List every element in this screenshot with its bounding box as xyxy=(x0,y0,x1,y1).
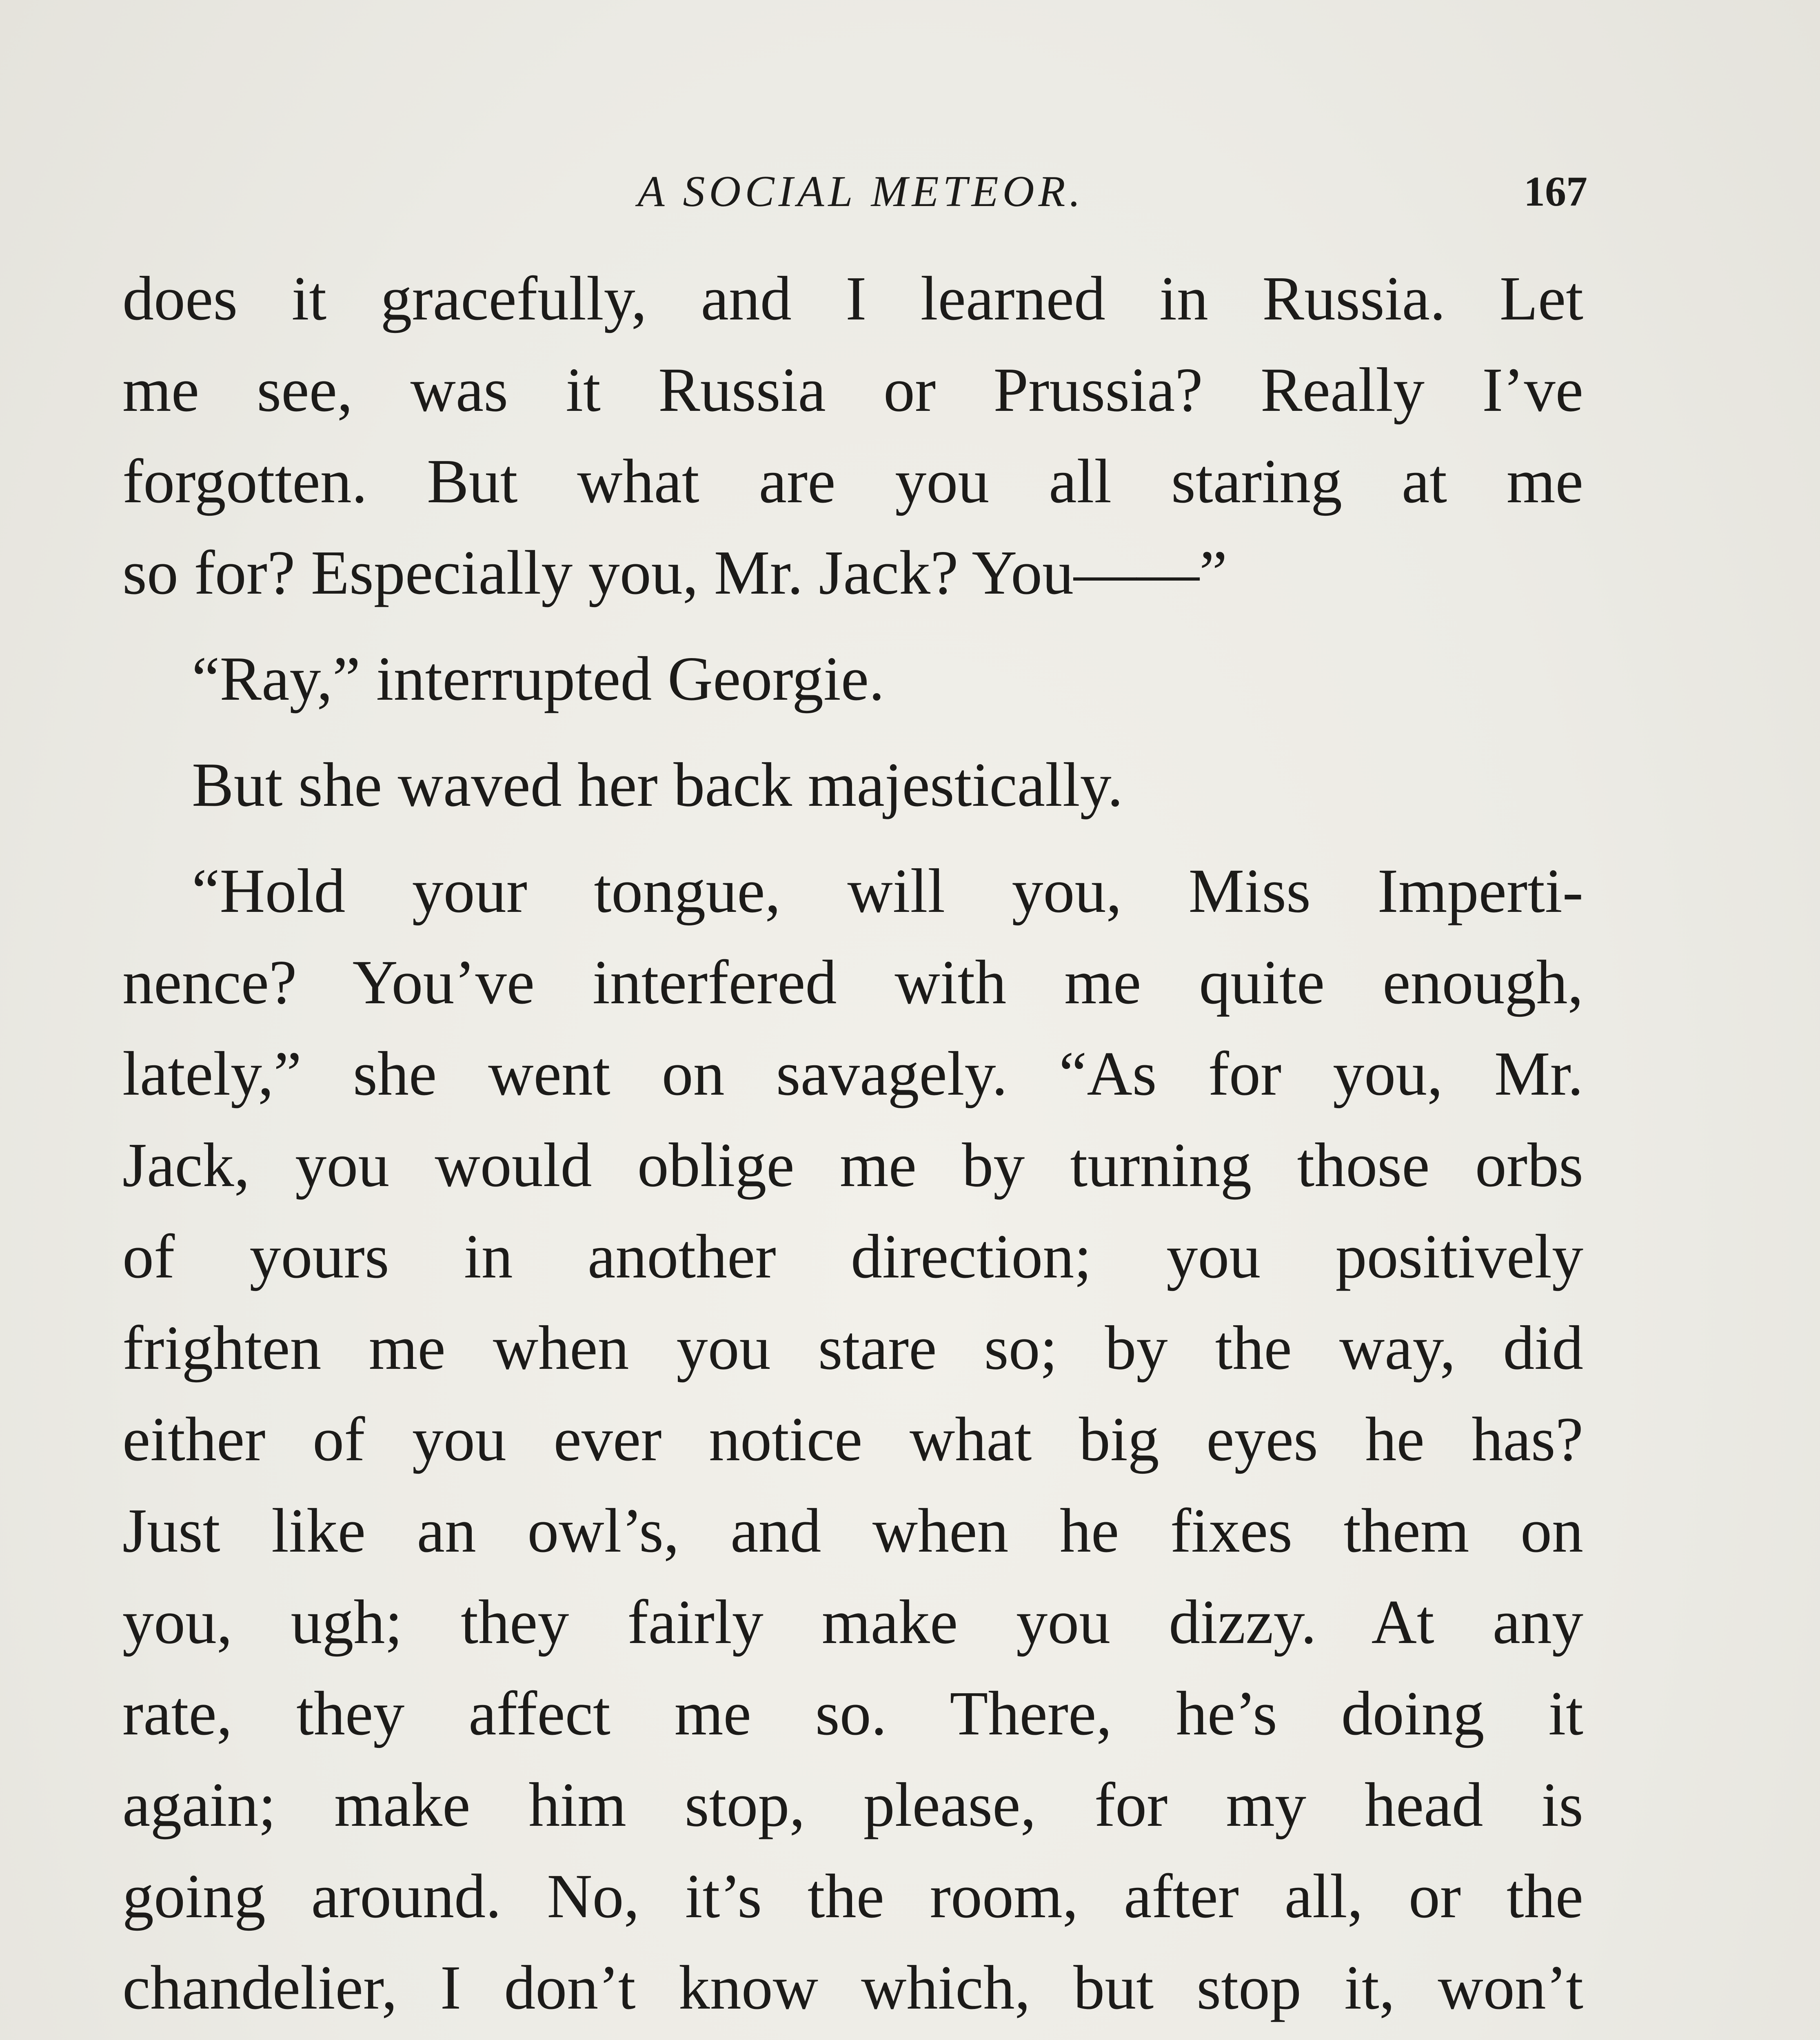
page-header xyxy=(135,159,1587,224)
text-line: Just like an owl’s, and when he fixes them on xyxy=(122,1496,1583,1565)
text-line: of yours in another direction; you positively xyxy=(122,1222,1583,1291)
text-line: so for? Especially you, Mr. Jack? You——” xyxy=(122,538,1227,608)
text-line xyxy=(122,2033,1583,2040)
running-title: A SOCIAL METEOR. xyxy=(637,167,1085,216)
text-line: does it gracefully, and I learned in Russia. Let xyxy=(122,264,1583,333)
body-text xyxy=(122,253,1583,2040)
text-line: going around. No, it’s the room, after all, or the xyxy=(122,1862,1583,1931)
text-line: forgotten. But what are you all staring at me xyxy=(122,447,1583,516)
text-line: nence? You’ve interfered with me quite enough, xyxy=(122,948,1583,1017)
text-line: “Ray,” interrupted Georgie. xyxy=(192,644,885,714)
text-line: chandelier, I don’t know which, but stop it, won’t xyxy=(122,1953,1583,2022)
page-number: 167 xyxy=(1524,168,1587,215)
text-line: either of you ever notice what big eyes he has? xyxy=(122,1405,1583,1474)
text-line: lately,” she went on savagely. “As for you, Mr. xyxy=(122,1039,1583,1109)
text-line: But she waved her back majestically. xyxy=(192,750,1123,820)
text-line: “Hold your tongue, will you, Miss Imperti- xyxy=(192,856,1583,926)
text-line: you, ugh; they fairly make you dizzy. At any xyxy=(122,1588,1583,1657)
text-line: Jack, you would oblige me by turning those orbs xyxy=(122,1131,1583,1200)
text-line: frighten me when you stare so; by the way, did xyxy=(122,1313,1583,1383)
text-line: again; make him stop, please, for my head is xyxy=(122,1770,1583,1840)
text-line: me see, was it Russia or Prussia? Really I’ve xyxy=(122,355,1583,425)
text-line: rate, they affect me so. There, he’s doing it xyxy=(122,1679,1583,1748)
